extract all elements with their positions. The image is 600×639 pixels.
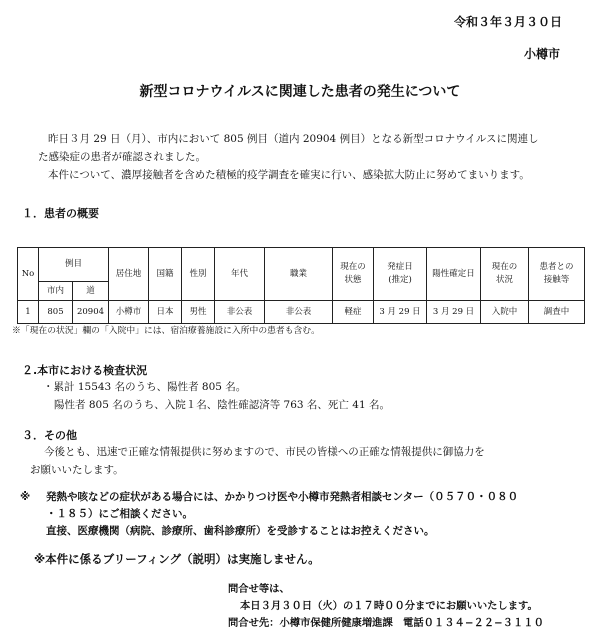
header-nationality: 国籍 (149, 248, 182, 301)
intro-line-3: 本件について、濃厚接触者を含めた積極的疫学調査を確実に行い、感染拡大防止に努めてまいります。 (48, 169, 530, 181)
section3-heading: ３．その他 (22, 429, 77, 442)
intro-line-1: 昨日３月 29 日（月）、市内において 805 例目（道内 20904 例目）となる新型コロナウイルスに関連し (48, 133, 539, 145)
cell-case-city: 805 (39, 301, 73, 324)
cell-age: 非公表 (215, 301, 265, 324)
section1-heading: １．患者の概要 (22, 207, 99, 220)
cell-no: 1 (18, 301, 39, 324)
table-header-row (18, 248, 585, 282)
cell-confirmed: 3 月 29 日 (427, 301, 481, 324)
cell-case-hokkaido: 20904 (73, 301, 109, 324)
header-contact: 患者との 接触等 (529, 248, 585, 301)
table-footnote: ※「現在の状況」欄の「入院中」には、宿泊療養施設に入所中の患者も含む。 (12, 326, 320, 336)
cell-residence: 小樽市 (109, 301, 149, 324)
header-no: No (18, 248, 39, 301)
header-status: 現在の 状況 (481, 248, 529, 301)
other-line-1: 今後とも、迅速で正確な情報提供に努めますので、市民の皆様への正確な情報提供に御協力を (44, 446, 485, 458)
cell-nationality: 日本 (149, 301, 182, 324)
contact-info: 問合せ先：小樽市保健所健康増進課 電話０１３４−２２−３１１０ (228, 617, 544, 629)
header-sex: 性別 (182, 248, 215, 301)
header-condition: 現在の 状態 (333, 248, 374, 301)
header-onset: 発症日 (推定) (374, 248, 427, 301)
contact-deadline: 本日３月３０日（火）の１７時００分までにお願いいたします。 (240, 600, 538, 612)
testing-breakdown: 陽性者 805 名のうち、入院１名、陰性確認済等 763 名、死亡 41 名。 (54, 399, 390, 411)
notice-line-3: 直接、医療機関（病院、診療所、歯科診療所）を受診することはお控えください。 (46, 525, 435, 537)
header-case-number: 例目 (39, 248, 109, 282)
cell-status: 入院中 (481, 301, 529, 324)
header-age: 年代 (215, 248, 265, 301)
notice-line-1: 発熱や咳などの症状がある場合には、かかりつけ医や小樽市発熱者相談センター（０５７０・０８０ (46, 491, 519, 503)
other-line-2: お願いいたします。 (30, 464, 124, 476)
intro-line-2: た感染症の患者が確認されました。 (38, 151, 206, 163)
table-row (18, 301, 585, 324)
patient-table (17, 247, 585, 324)
document-title: 新型コロナウイルスに関連した患者の発生について (139, 84, 461, 100)
briefing-notice: ※本件に係るブリーフィング（説明）は実施しません。 (34, 552, 320, 566)
header-occupation: 職業 (265, 248, 333, 301)
cell-sex: 男性 (182, 301, 215, 324)
header-residence: 居住地 (109, 248, 149, 301)
issuing-organization: 小樽市 (523, 47, 560, 61)
cell-condition: 軽症 (333, 301, 374, 324)
testing-total: ・累計 15543 名のうち、陽性者 805 名。 (43, 381, 247, 393)
section2-heading: ２.本市における検査状況 (22, 364, 148, 377)
header-case-city: 市内 (39, 282, 73, 301)
cell-contact: 調査中 (529, 301, 585, 324)
release-date: 令和３年３月３０日 (453, 15, 562, 29)
header-case-hokkaido: 道 (73, 282, 109, 301)
cell-occupation: 非公表 (265, 301, 333, 324)
cell-onset: 3 月 29 日 (374, 301, 427, 324)
contact-intro: 問合せ等は、 (228, 583, 290, 595)
notice-line-2: ・１８５）にご相談ください。 (46, 508, 193, 520)
notice-mark: ※ (20, 491, 31, 503)
header-confirmed: 陽性確定日 (427, 248, 481, 301)
